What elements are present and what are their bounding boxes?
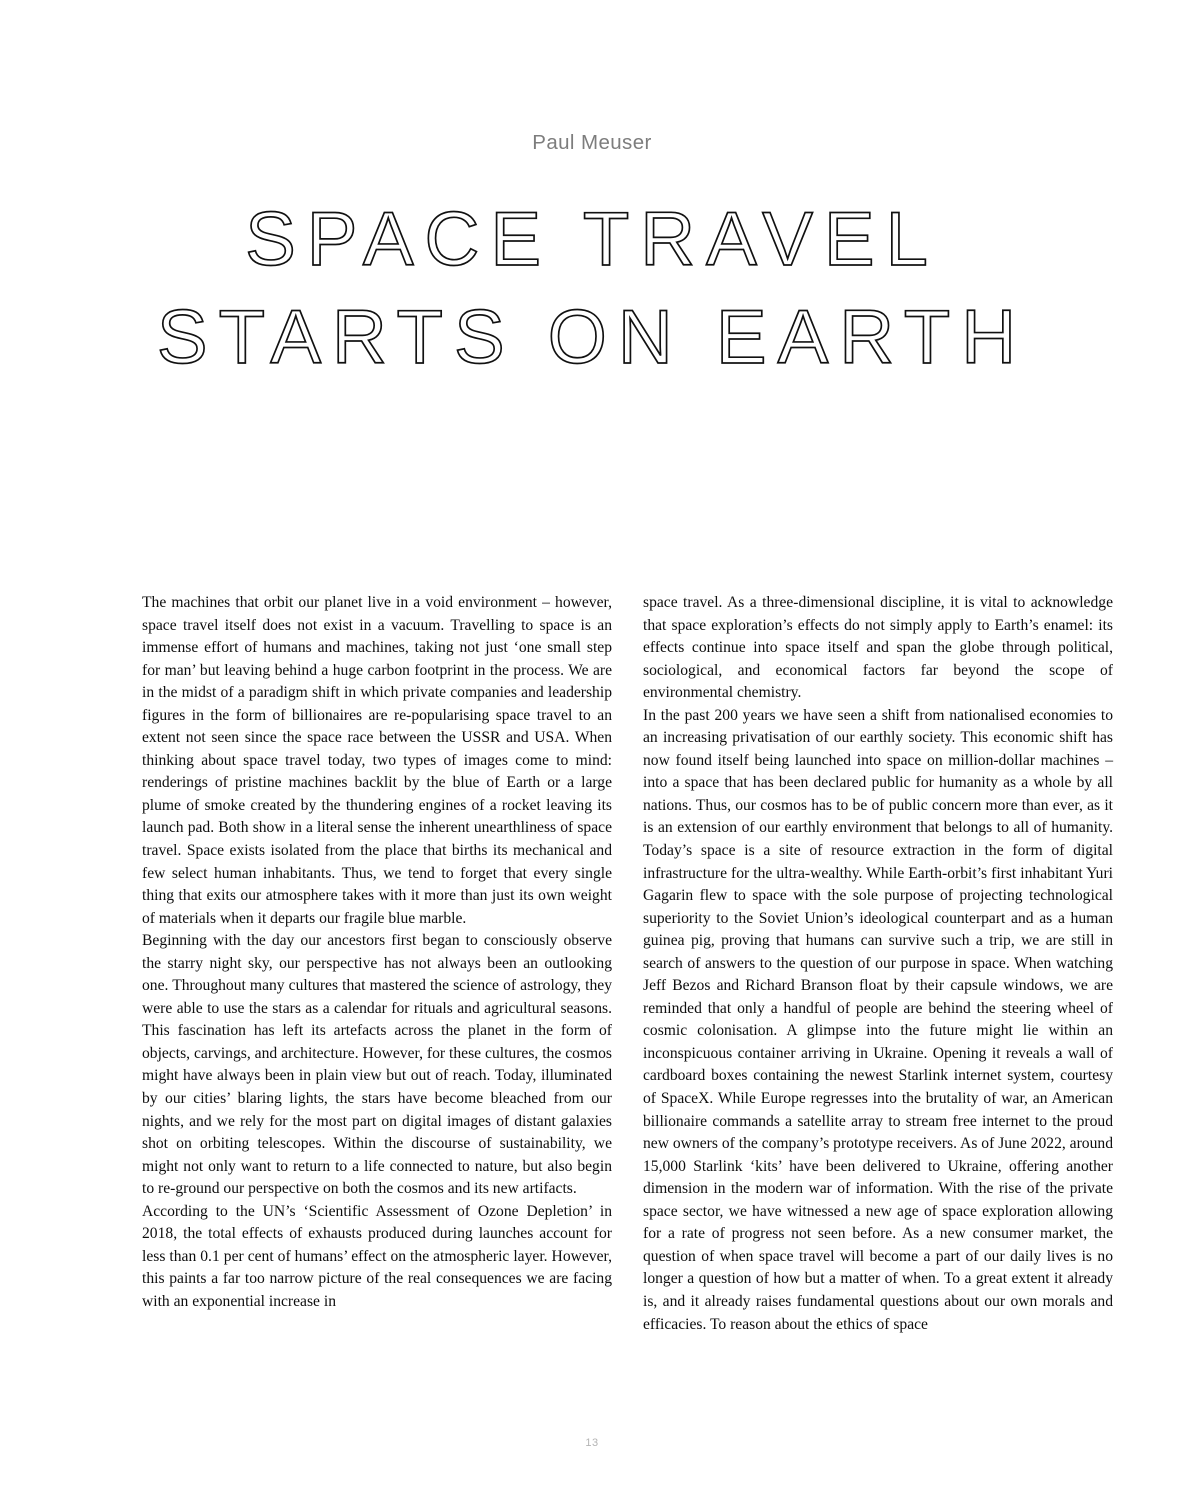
author-byline: Paul Meuser xyxy=(532,131,652,154)
article-title-line-1: SPACE TRAVEL xyxy=(245,196,939,282)
paragraph: According to the UN’s ‘Scientific Assessment of Ozone Depletion’ in 2018, the total effects of exhausts produced during launches account for less than 0.1 per cent of humans’ effect on the atmospheric layer. However, this paints a far too narrow picture of the real consequences we are facing with an exponential increase in xyxy=(142,1202,612,1310)
page-number: 13 xyxy=(585,1437,599,1449)
left-column xyxy=(142,592,612,1336)
paragraph: The machines that orbit our planet live in a void environment – however, space travel itself does not exist in a vacuum. Travelling to space is an immense effort of humans and machines, taking not just ‘one small step for man’ but leaving behind a huge carbon footprint in the process. We are in the midst of a paradigm shift in which private companies and leadership figures in the form of billionaires are re-popularising space travel to an extent not seen since the space race between the USSR and USA. When thinking about space travel today, two types of images come to mind: renderings of pristine machines backlit by the blue of Earth or a large plume of smoke created by the thundering engines of a rocket leaving its launch pad. Both show in a literal sense the inherent unearthliness of space travel. Space exists isolated from the place that births its mechanical and few select human inhabitants. Thus, we tend to forget that every single thing that exits our atmosphere takes with it more than just its own weight of materials when it departs our fragile blue marble. xyxy=(142,594,612,927)
paragraph: In the past 200 years we have seen a shift from nationalised economies to an increasing privatisation of our earthly society. This economic shift has now found itself being launched into space on million-dollar machines – into a space that has been declared public for humanity as a whole by all nations. Thus, our cosmos has to be of public concern more than ever, as it is an extension of our earthly environment that belongs to all of humanity. Today’s space is a site of resource extraction in the form of digital infrastructure for the ultra-wealthy. While Earth-orbit’s first inhabitant Yuri Gagarin flew to space with the sole purpose of projecting technological superiority to the Soviet Union’s ideological counterpart and as a human guinea pig, proving that humans can survive such a trip, we are still in search of answers to the question of our purpose in space. When watching Jeff Bezos and Richard Branson float by their capsule windows, we are reminded that only a handful of people are behind the steering wheel of cosmic colonisation. A glimpse into the future might lie within an inconspicuous container arriving in Ukraine. Opening it reveals a wall of cardboard boxes containing the newest Starlink internet system, courtesy of SpaceX. While Europe regresses into the brutality of war, an American billionaire commands a satellite array to stream free internet to the proud new owners of the company’s prototype receivers. As of June 2022, around 15,000 Starlink ‘kits’ have been delivered to Ukraine, offering another dimension in the modern war of information. With the rise of the private space sector, we have witnessed a new age of space exploration allowing for a rate of progress not seen before. As a new consumer market, the question of when space travel will become a part of our daily lives is no longer a question of how but a matter of when. To a great extent it already is, and it already raises fundamental questions about our own morals and efficacies. To reason about the ethics of space xyxy=(643,706,1113,1333)
article-title xyxy=(0,196,1184,380)
paragraph: space travel. As a three-dimensional discipline, it is vital to acknowledge that space exploration’s effects do not simply apply to Earth’s enamel: its effects continue into space itself and span the globe through political, sociological, and economical factors far beyond the scope of environmental chemistry. xyxy=(643,594,1113,702)
article-title-line-2: STARTS ON EARTH xyxy=(156,294,1028,380)
paragraph: Beginning with the day our ancestors first began to consciously observe the starry night sky, our perspective has not always been an outlooking one. Throughout many cultures that mastered the science of astrology, they were able to use the stars as a calendar for rituals and agricultural seasons. This fascination has left its artefacts across the planet in the form of objects, carvings, and architecture. However, for these cultures, the cosmos might have always been in plain view but out of reach. Today, illuminated by our cities’ blaring lights, the stars have become bleached from our nights, and we rely for the most part on digital images of distant galaxies shot on orbiting telescopes. Within the discourse of sustainability, we might not only want to return to a life connected to nature, but also begin to re-ground our perspective on both the cosmos and its new artifacts. xyxy=(142,932,612,1198)
right-column xyxy=(643,592,1113,1336)
body-columns xyxy=(142,592,1114,1336)
article-header xyxy=(0,131,1184,380)
